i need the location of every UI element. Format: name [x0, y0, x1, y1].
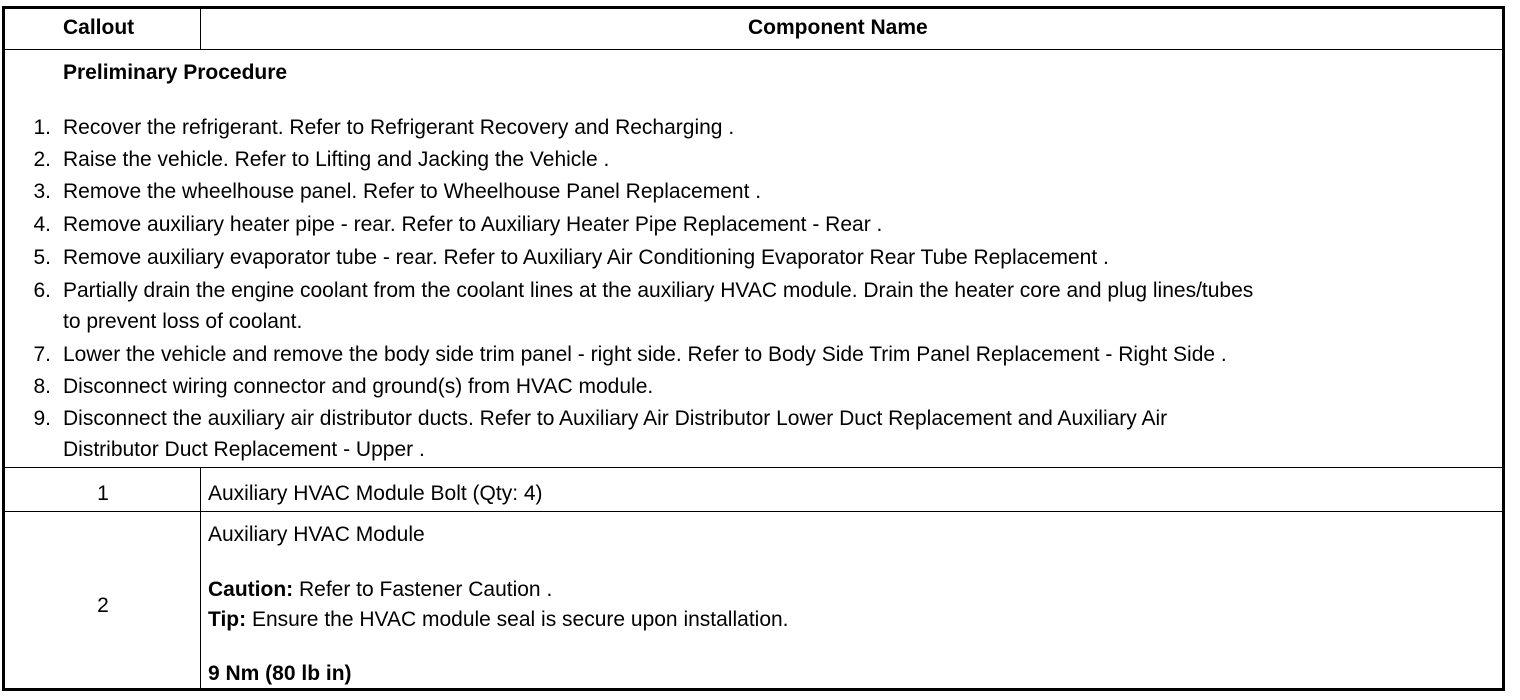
callout-number: 1	[97, 482, 109, 505]
component-name: Auxiliary HVAC Module	[208, 523, 425, 546]
column-divider	[200, 9, 201, 49]
callout-number: 2	[97, 594, 109, 617]
header-component-name: Component Name	[748, 16, 928, 39]
caution-note: Caution: Refer to Fastener Caution .	[208, 578, 553, 601]
header-divider	[5, 49, 1502, 50]
preliminary-divider	[5, 467, 1502, 468]
preliminary-title: Preliminary Procedure	[63, 61, 288, 84]
header-callout: Callout	[63, 16, 135, 39]
tip-note: Tip: Ensure the HVAC module seal is secure upon installation.	[208, 608, 789, 631]
component-name: Auxiliary HVAC Module Bolt (Qty: 4)	[208, 482, 543, 505]
procedure-table: Callout Component Name Preliminary Procedure 1. Recover the refrigerant. Refer to Refrigerant Recovery and Recharging . 2. Raise the vehicle. Refer to Lifting and Jacking the Vehicle . 3. Remove the wheelhouse panel. Refer to Wheelhouse Panel Replacement . 4. Remove auxiliary heater pipe - rear. Refer to Auxiliary Heater Pipe Replacement - Rear . 5. Remove auxiliary evaporator tube - rear. Refer to Auxiliary Air Conditioning Evaporator Rear Tube Replacement . 6. Partially drain the engine coolant from the coolant lines at the auxiliary HVAC module. Drain the heater core and plug lines/tubes to prevent loss of coolant. 7. Lower the vehicle and remove the body side trim panel - right side. Refer to Body Side Trim Panel Replacement - Right Side . 8. Disconnect wiring connector and ground(s) from HVAC module. 9. Disconnect the auxiliary air distributor ducts. Refer to Auxiliary Air Distributor Lower Duct Replacement and Auxiliary Air Distributor Duct Replacement - Upper . 1 Auxiliary HVAC Module Bolt (Qty: 4) 2 Auxiliary HVAC Module Caution: Refer to Fastener Caution . Tip: Ensure the HVAC module seal is secure upon installation. 9 Nm (80 lb in)	[2, 6, 1505, 691]
torque-spec: 9 Nm (80 lb in)	[208, 662, 352, 685]
row-divider	[5, 511, 1502, 512]
